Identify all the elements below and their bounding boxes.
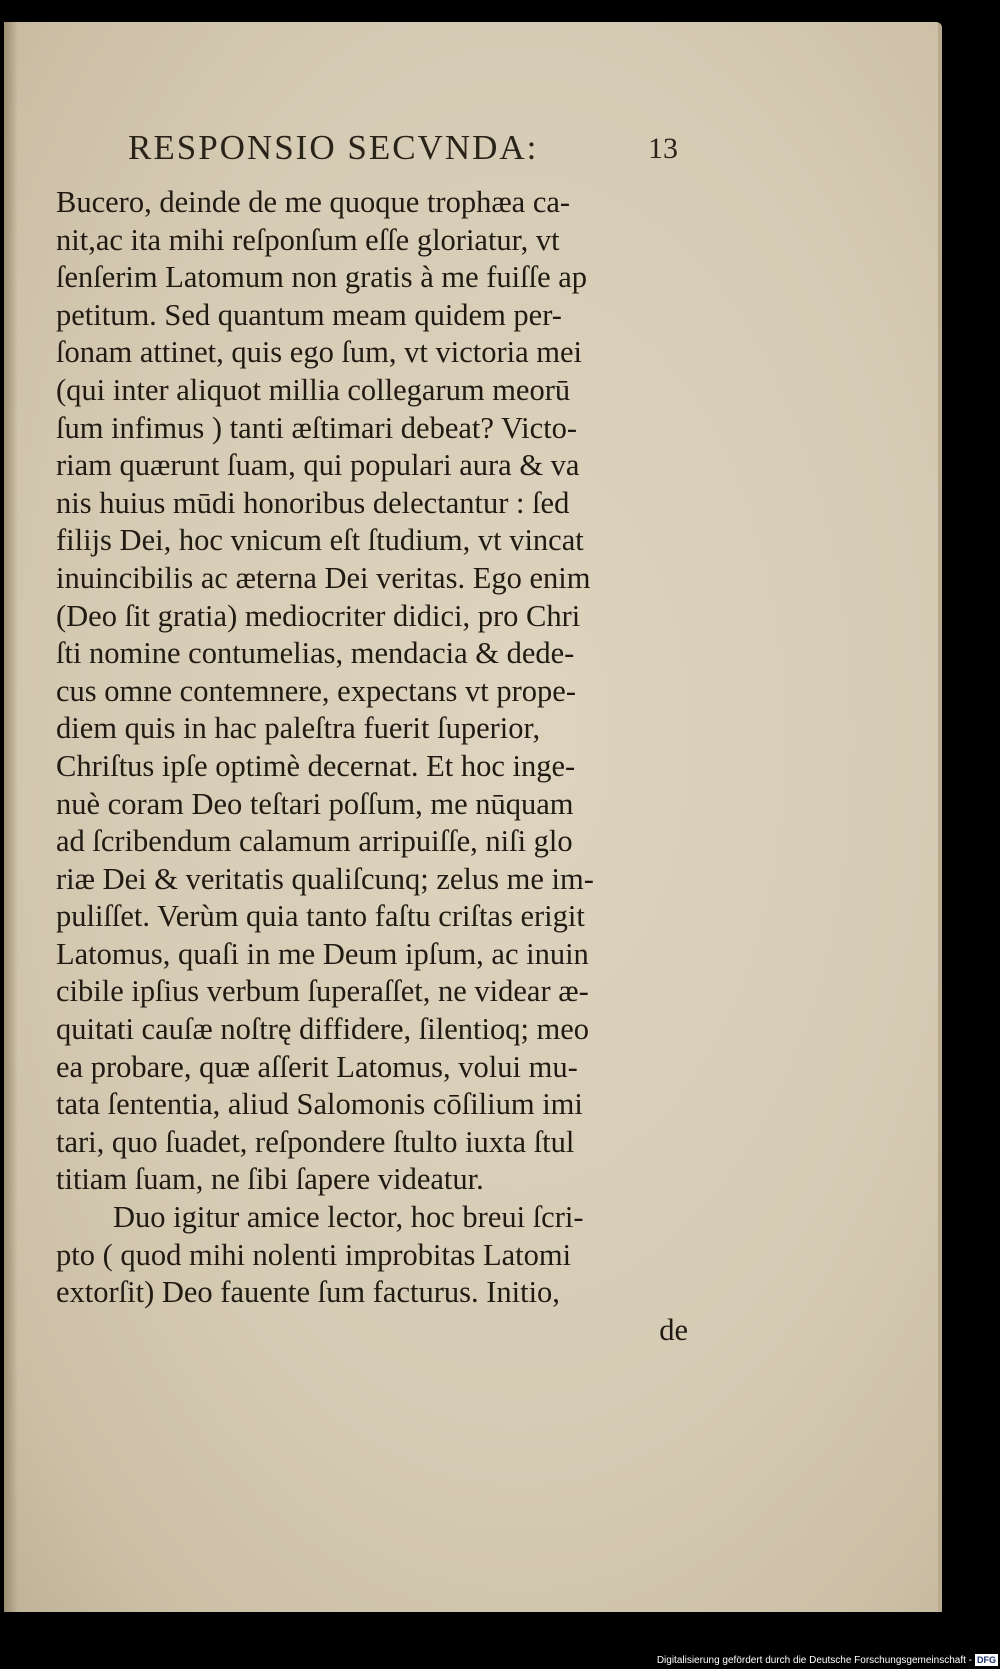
text-line: Latomus, quaſi in me Deum ipſum, ac inuin (56, 936, 589, 971)
text-line: riam quærunt ſuam, qui populari aura & va (56, 448, 580, 483)
text-line: ſonam attinet, quis ego ſum, vt victoria mei (56, 335, 583, 370)
text-line: tari, quo ſuadet, reſpondere ſtulto iuxta ſtul (56, 1124, 575, 1159)
text-line: (qui inter aliquot millia collegarum meorū (56, 372, 571, 407)
text-line: Bucero, deinde de me quoque trophæa ca- (56, 185, 571, 219)
running-title: RESPONSIO SECVNDA: (128, 128, 539, 167)
text-line: (Deo ſit gratia) mediocriter didici, pro Chri (56, 598, 581, 633)
text-line: ſti nomine contumelias, mendacia & dede- (56, 636, 575, 671)
body-text (56, 184, 696, 1349)
text-line: ea probare, quæ aſſerit Latomus, volui mu- (56, 1049, 578, 1084)
text-line: cibile ipſius verbum ſuperaſſet, ne videar æ- (56, 974, 589, 1009)
text-line: cus omne contemnere, expectans vt prope- (56, 673, 576, 708)
text-line: pto ( quod mihi nolenti improbitas Latomi (56, 1237, 572, 1272)
page-number: 13 (648, 132, 678, 165)
text-line: nuè coram Deo teſtari poſſum, me nūquam (56, 786, 574, 821)
book-page (4, 22, 942, 1612)
text-line: quitati cauſæ noſtrę diffidere, ſilentioq; meo (56, 1012, 590, 1047)
text-line: extorſit) Deo fauente ſum facturus. Initio, (56, 1275, 560, 1310)
text-line: ad ſcribendum calamum arripuiſſe, niſi glo (56, 824, 573, 859)
dfg-logo: DFG (977, 1655, 996, 1665)
text-line: titiam ſuam, ne ſibi ſapere videatur. (56, 1162, 484, 1197)
page-header (128, 112, 688, 172)
text-line: ſum infimus ) tanti æſtimari debeat? Victo- (56, 410, 578, 445)
text-line: de (659, 1312, 688, 1347)
text-line: tata ſententia, aliud Salomonis cōſilium imi (56, 1087, 583, 1122)
text-line: filijs Dei, hoc vnicum eſt ſtudium, vt vincat (56, 523, 584, 558)
text-line: Chriſtus ipſe optimè decernat. Et hoc inge- (56, 748, 576, 783)
text-line: nis huius mūdi honoribus delectantur : ſed (56, 485, 570, 520)
text-line: nit,ac ita mihi reſponſum eſſe gloriatur, vt (56, 222, 560, 257)
text-line: riæ Dei & veritatis qualiſcunq; zelus me im- (56, 861, 594, 896)
text-line: Duo igitur amice lector, hoc breui ſcri- (113, 1200, 584, 1235)
text-line: ſenſerim Latomum non gratis à me fuiſſe ap (56, 260, 588, 295)
credit-text: Digitalisierung gefördert durch die Deutsche Forschungsgemeinschaft - (656, 1655, 972, 1666)
page-edge (938, 22, 942, 1612)
text-line: inuincibilis ac æterna Dei veritas. Ego enim (56, 560, 591, 595)
page-gutter-shadow (4, 22, 18, 1612)
text-line: petitum. Sed quantum meam quidem per- (56, 297, 562, 332)
text-line: diem quis in hac paleſtra fuerit ſuperior, (56, 711, 541, 746)
digitization-credit (657, 1654, 1000, 1669)
text-line: puliſſet. Verùm quia tanto faſtu criſtas erigit (56, 899, 585, 934)
